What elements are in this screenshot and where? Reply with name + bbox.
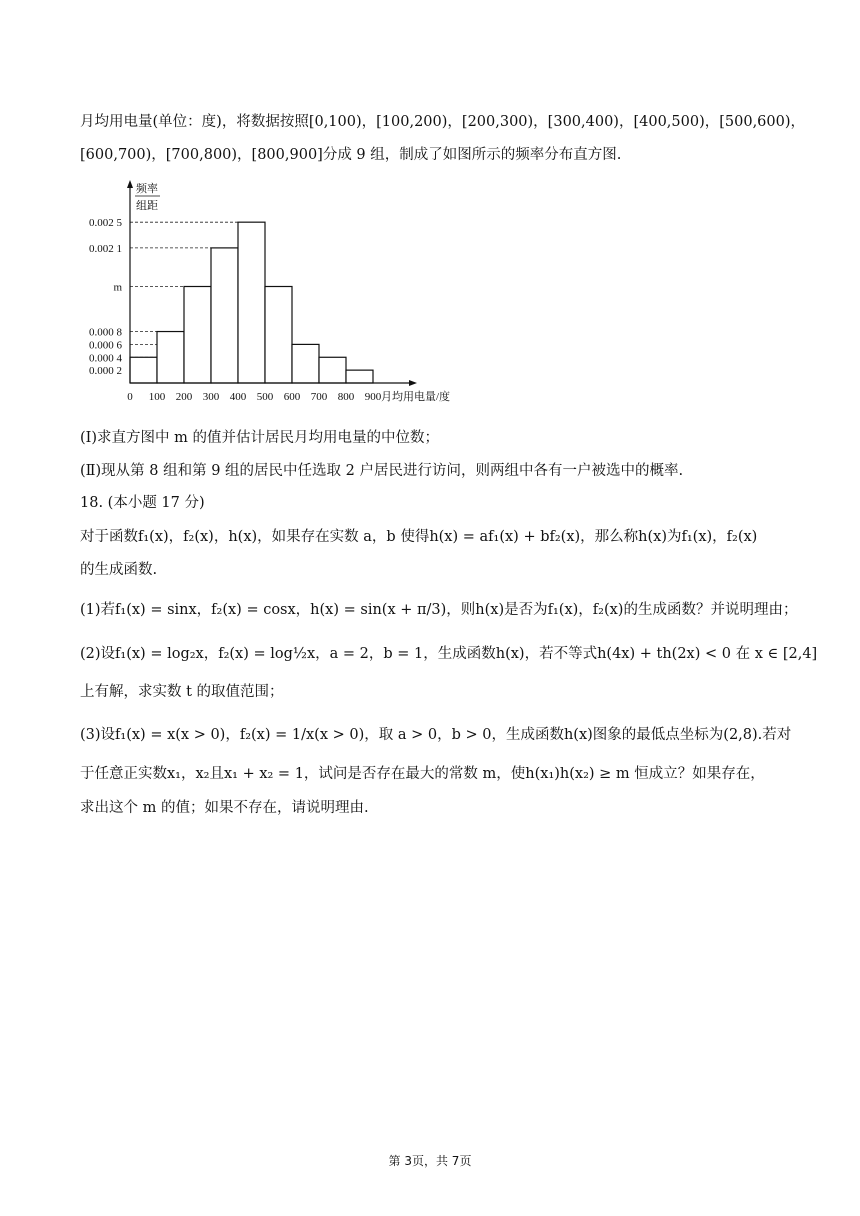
problem-18-part-3: (3)设f₁(x) = x(x > 0)，f₂(x) = 1/x(x > 0)，取 a > 0，b > 0，生成函数h(x)图象的最低点坐标为(2,8).若对 [80, 727, 792, 743]
histogram-bar [130, 357, 157, 383]
y-tick-label: 0.002 1 [89, 242, 122, 255]
question-1: (Ⅰ)求直方图中 m 的值并估计居民月均用电量的中位数； [80, 430, 440, 446]
histogram-bar [157, 332, 184, 383]
page-footer: 第 3页，共 7页 [388, 1154, 472, 1168]
x-tick-label: 500 [256, 391, 274, 403]
y-axis-label-top: 频率 [136, 183, 158, 195]
histogram-bar [346, 370, 373, 383]
problem-18-part-2: (2)设f₁(x) = log₂x，f₂(x) = log½x，a = 2，b = 1，生成函数h(x)，若不等式h(4x) + th(2x) < 0 在 x ∈ [2,4] [80, 646, 818, 662]
problem-18-header: 18. (本小题 17 分) [80, 495, 205, 511]
histogram-bar [292, 344, 319, 383]
histogram-bar [211, 248, 238, 383]
y-tick-label: 0.000 8 [89, 326, 122, 339]
histogram-bar [319, 357, 346, 383]
x-tick-label: 100 [148, 391, 166, 403]
x-axis-arrow [409, 380, 417, 386]
problem-18-part-3-end: 求出这个 m 的值；如果不存在，请说明理由. [80, 800, 369, 816]
x-tick-label: 800 [337, 391, 355, 403]
problem-18-part-3-cont: 于任意正实数x₁，x₂且x₁ + x₂ = 1，试问是否存在最大的常数 m，使h(x₁)h(x₂) ≥ m 恒成立？如果存在， [80, 766, 765, 782]
x-axis-label: 月均用电量/度 [381, 391, 451, 403]
x-tick-label: 0 [127, 391, 133, 403]
y-tick-label: 0.000 4 [89, 352, 122, 365]
y-tick-label: 0.000 2 [89, 365, 122, 378]
x-tick-label: 600 [283, 391, 301, 403]
problem-18-part-1: (1)若f₁(x) = sinx，f₂(x) = cosx，h(x) = sin(x + π/3)，则h(x)是否为f₁(x)，f₂(x)的生成函数？并说明理由； [80, 602, 798, 618]
x-tick-label: 200 [175, 391, 193, 403]
problem-18-para-1: 对于函数f₁(x)，f₂(x)，h(x)，如果存在实数 a，b 使得h(x) = af₁(x) + bf₂(x)，那么称h(x)为f₁(x)，f₂(x) [80, 529, 758, 545]
histogram-bar [184, 287, 211, 384]
problem-18-part-2-cont: 上有解，求实数 t 的取值范围； [80, 684, 284, 700]
question-2: (Ⅱ)现从第 8 组和第 9 组的居民中任选取 2 户居民进行访问，则两组中各有一户被选中的概率. [80, 463, 684, 479]
frequency-histogram [78, 180, 498, 410]
x-tick-label: 700 [310, 391, 328, 403]
x-tick-label: 300 [202, 391, 220, 403]
x-tick-label: 400 [229, 391, 247, 403]
y-tick-label: 0.000 6 [89, 339, 122, 352]
intro-line-2: [600,700)，[700,800)，[800,900]分成 9 组，制成了如图所示的频率分布直方图. [80, 147, 622, 163]
y-tick-label: 0.002 5 [89, 217, 122, 230]
problem-18-para-2: 的生成函数. [80, 562, 158, 578]
y-axis-arrow [127, 180, 133, 188]
y-axis-label-bottom: 组距 [136, 200, 158, 212]
histogram-bar [265, 287, 292, 384]
y-tick-label: m [113, 281, 122, 294]
histogram-bar [238, 222, 265, 383]
intro-line-1: 月均用电量(单位：度)，将数据按照[0,100)，[100,200)，[200,300)，[300,400)，[400,500)，[500,600)， [80, 114, 806, 130]
x-tick-label: 900 [364, 391, 382, 403]
